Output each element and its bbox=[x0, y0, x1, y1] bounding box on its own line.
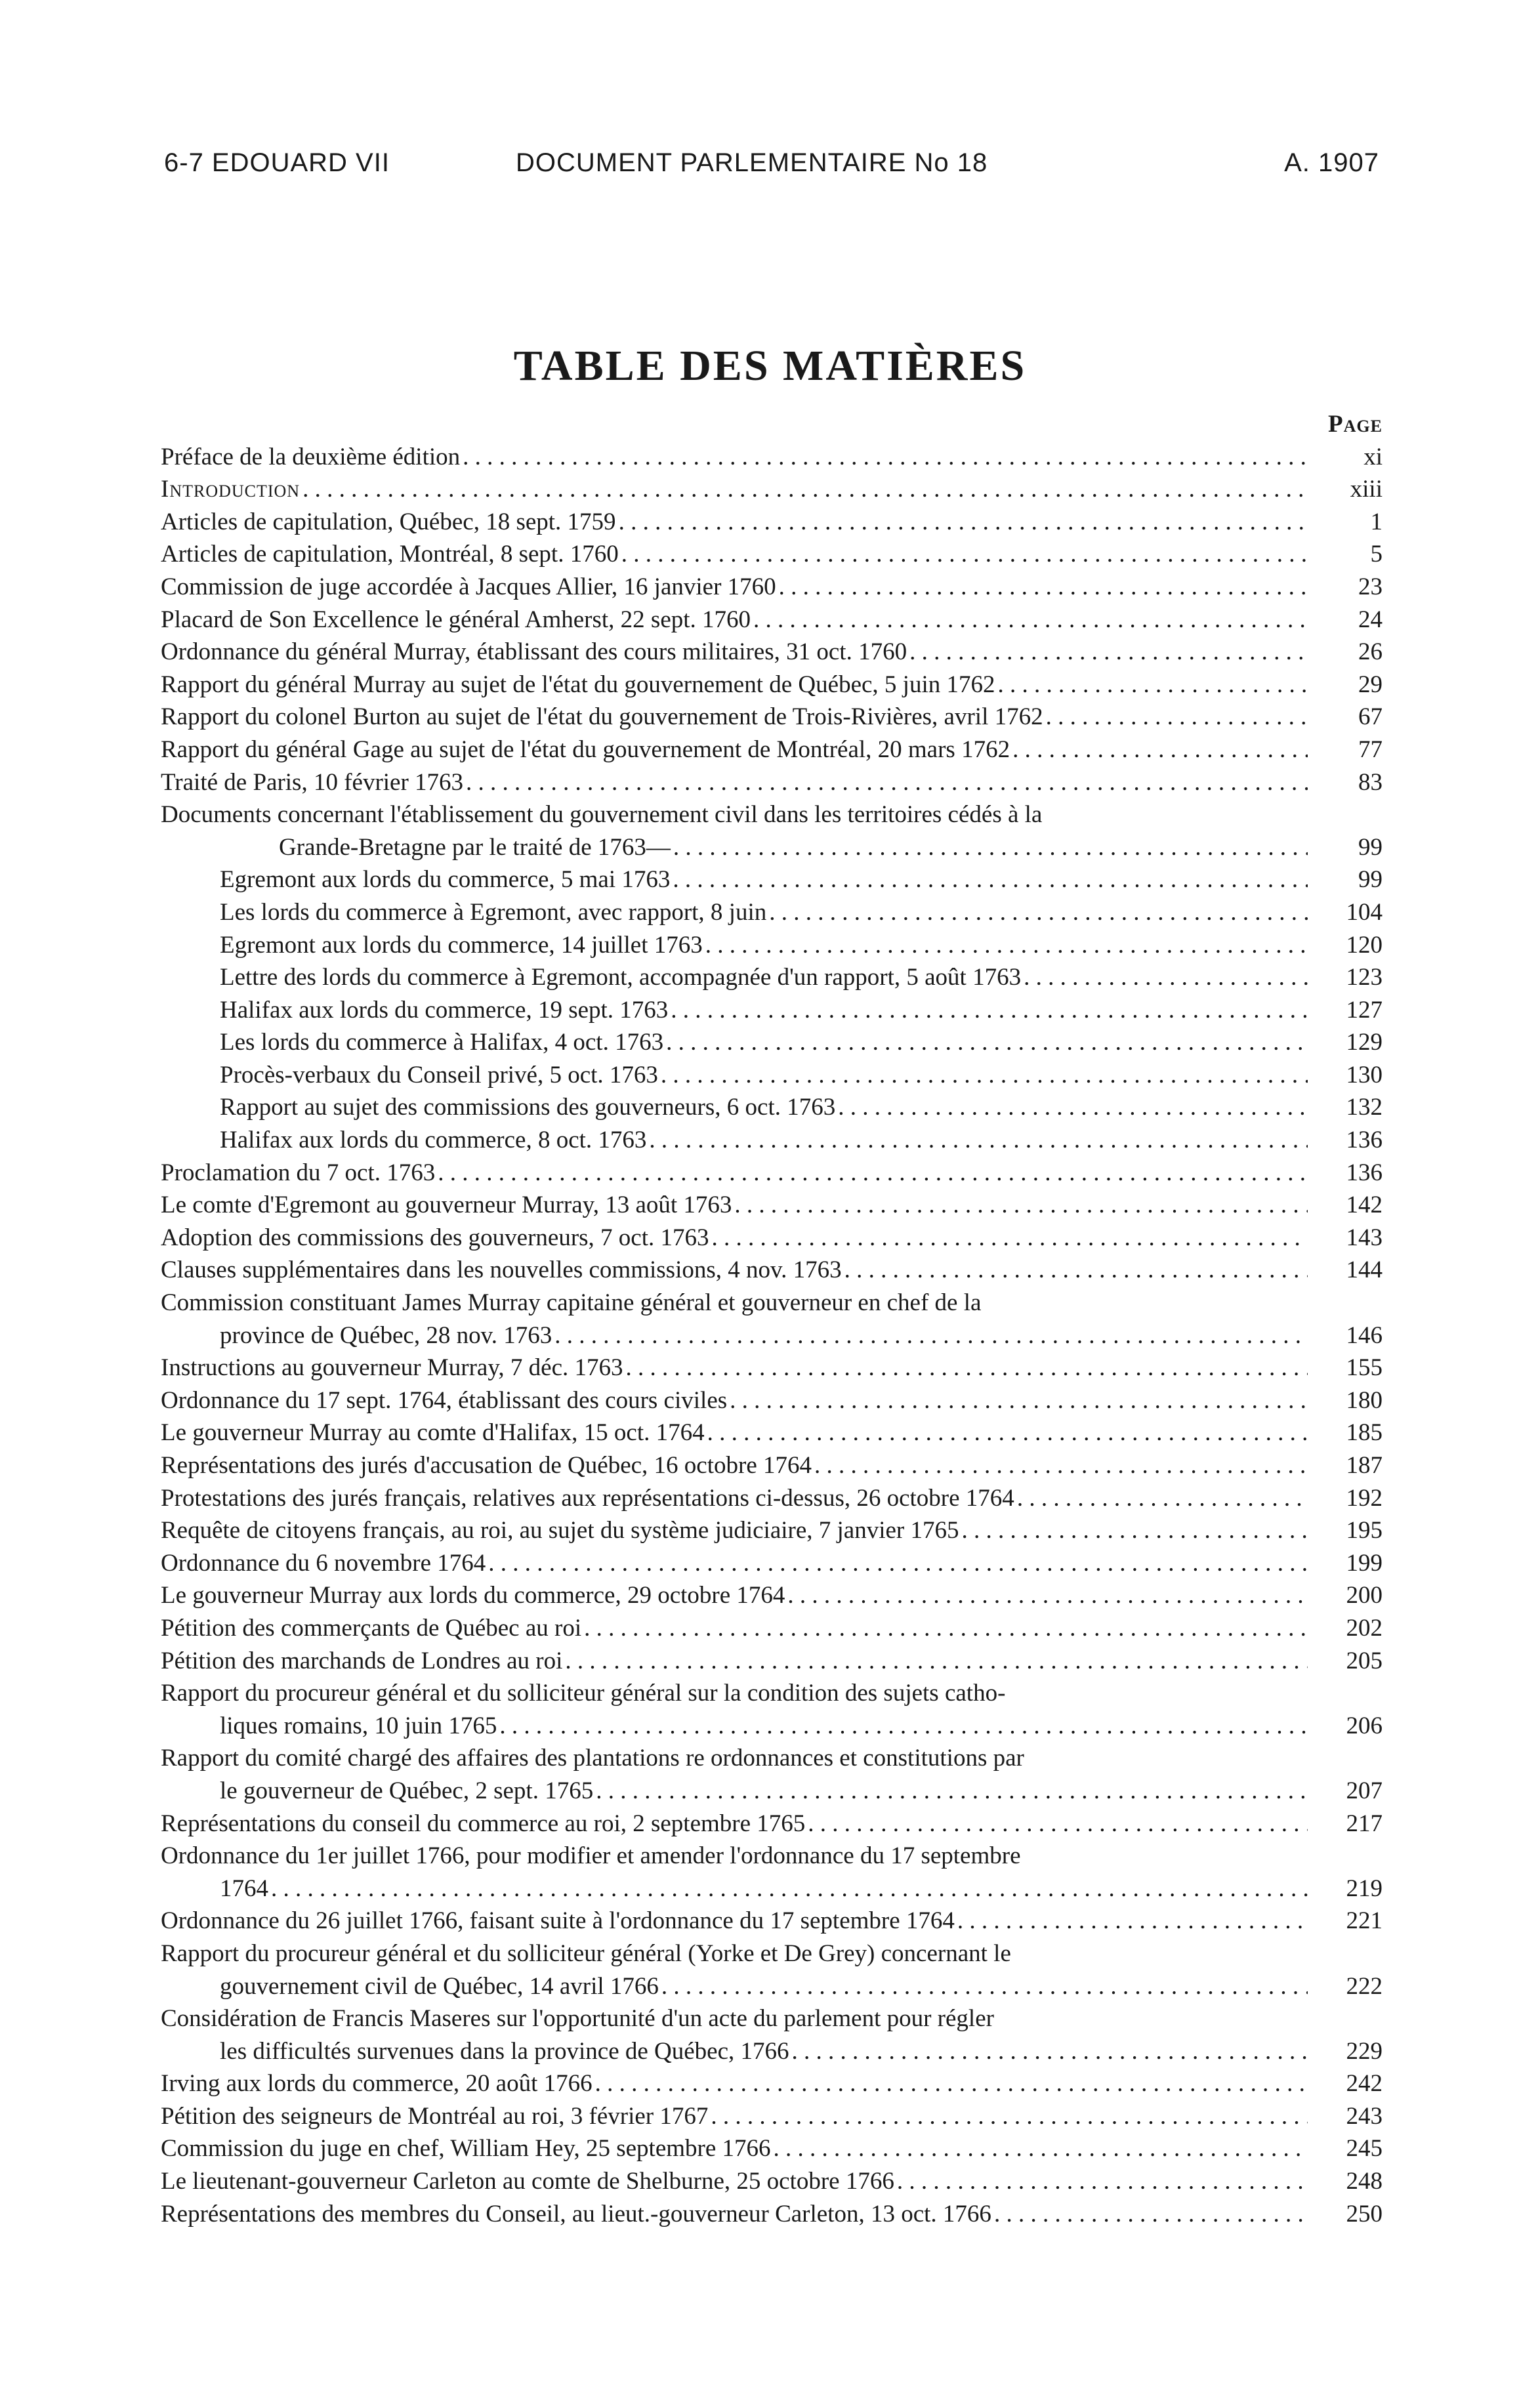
toc-entry-title: Le gouverneur Murray aux lords du commerce, 29 octobre 1764 bbox=[161, 1582, 785, 1609]
toc-entry-title: Placard de Son Excellence le général Amherst, 22 sept. 1760 bbox=[161, 606, 751, 633]
toc-entry-title: Rapport au sujet des commissions des gouverneurs, 6 oct. 1763 bbox=[220, 1094, 836, 1121]
dot-leader bbox=[909, 636, 1308, 669]
toc-entry bbox=[161, 1938, 1383, 2002]
dot-leader bbox=[666, 1026, 1308, 1059]
toc-entry bbox=[161, 473, 1383, 506]
toc-entry bbox=[161, 1579, 1383, 1612]
toc-entry-title: Proclamation du 7 oct. 1763 bbox=[161, 1159, 436, 1186]
toc-entry-page: 23 bbox=[1358, 573, 1383, 600]
toc-entry bbox=[161, 896, 1383, 929]
toc-entry-title: Pétition des commerçants de Québec au roi bbox=[161, 1614, 582, 1642]
dot-leader bbox=[787, 1579, 1308, 1612]
dot-leader bbox=[792, 2035, 1308, 2068]
toc-entry-title: Ordonnance du 1er juillet 1766, pour modifier et amender l'ordonnance du 17 septembre bbox=[161, 1842, 1021, 1870]
toc-entry-page: 202 bbox=[1346, 1614, 1383, 1642]
toc-entry-page: 248 bbox=[1346, 2168, 1383, 2195]
toc-entry-continuation: liques romains, 10 juin 1765 bbox=[220, 1712, 497, 1739]
toc-entry bbox=[161, 1645, 1383, 1678]
toc-entry-title: Considération de Francis Maseres sur l'opportunité d'un acte du parlement pour régler bbox=[161, 2005, 994, 2033]
toc-entry-title: Halifax aux lords du commerce, 8 oct. 1763 bbox=[220, 1127, 647, 1154]
toc-entry-title: Le comte d'Egremont au gouverneur Murray, 13 août 1763 bbox=[161, 1192, 732, 1219]
toc-entry-title: Représentations du conseil du commerce au roi, 2 septembre 1765 bbox=[161, 1810, 806, 1837]
toc-entry bbox=[161, 2165, 1383, 2198]
toc-entry bbox=[161, 441, 1383, 474]
dot-leader bbox=[595, 2067, 1308, 2100]
toc-entry-page: 127 bbox=[1346, 996, 1383, 1024]
toc-entry-title: Articles de capitulation, Québec, 18 sept. 1759 bbox=[161, 508, 616, 535]
toc-entry-page: 130 bbox=[1346, 1061, 1383, 1088]
toc-entry-page: xi bbox=[1363, 443, 1383, 470]
toc-entry-title: Le gouverneur Murray au comte d'Halifax, 15 oct. 1764 bbox=[161, 1419, 705, 1447]
dot-leader bbox=[302, 473, 1308, 506]
dot-leader bbox=[730, 1384, 1308, 1417]
toc-entry bbox=[161, 1808, 1383, 1840]
dot-leader bbox=[962, 1514, 1308, 1547]
header-document-number: DOCUMENT PARLEMENTAIRE No 18 bbox=[516, 148, 988, 177]
dot-leader bbox=[1012, 734, 1308, 766]
toc-entry-page: 143 bbox=[1346, 1224, 1383, 1251]
toc-entry bbox=[161, 669, 1383, 701]
toc-entry bbox=[161, 1124, 1383, 1157]
toc-entry-continuation: Grande-Bretagne par le traité de 1763— bbox=[279, 833, 671, 861]
toc-entry-page: 195 bbox=[1346, 1517, 1383, 1544]
toc-entry-title: Les lords du commerce à Halifax, 4 oct. 1763 bbox=[220, 1029, 664, 1056]
toc-entry-page: 136 bbox=[1346, 1159, 1383, 1186]
toc-entry bbox=[161, 701, 1383, 734]
toc-entry-page: 250 bbox=[1346, 2200, 1383, 2228]
toc-entry-page: 120 bbox=[1346, 931, 1383, 959]
toc-entry bbox=[161, 1482, 1383, 1515]
toc-entry-page: 185 bbox=[1346, 1419, 1383, 1447]
toc-entry-title: Instructions au gouverneur Murray, 7 déc. 1763 bbox=[161, 1354, 623, 1382]
dot-leader bbox=[565, 1645, 1308, 1678]
dot-leader bbox=[734, 1189, 1308, 1222]
toc-entry-title: Rapport du général Gage au sujet de l'état du gouvernement de Montréal, 20 mars 1762 bbox=[161, 736, 1010, 763]
toc-entry bbox=[161, 1091, 1383, 1124]
toc-entry-page: 222 bbox=[1346, 1972, 1383, 2000]
dot-leader bbox=[1024, 961, 1308, 994]
toc-entry-title: Ordonnance du 17 sept. 1764, établissant des cours civiles bbox=[161, 1386, 728, 1414]
toc-entry-title: Pétition des seigneurs de Montréal au roi, 3 février 1767 bbox=[161, 2102, 709, 2130]
toc-entry bbox=[161, 2198, 1383, 2231]
page-title: TABLE DES MATIÈRES bbox=[513, 342, 1027, 390]
toc-entry-title: Rapport du procureur général et du solliciteur général sur la condition des sujets catho- bbox=[161, 1680, 1006, 1707]
dot-leader bbox=[671, 994, 1308, 1027]
toc-entry bbox=[161, 734, 1383, 766]
dot-leader bbox=[844, 1254, 1308, 1287]
toc-entry bbox=[161, 1547, 1383, 1580]
toc-entry bbox=[161, 766, 1383, 799]
toc-entry-page: 144 bbox=[1346, 1256, 1383, 1284]
dot-leader bbox=[808, 1808, 1308, 1840]
toc-entry-page: 206 bbox=[1346, 1712, 1383, 1739]
toc-entry bbox=[161, 994, 1383, 1027]
toc-entry bbox=[161, 506, 1383, 539]
dot-leader bbox=[584, 1612, 1308, 1645]
toc-entry-continuation: les difficultés survenues dans la province de Québec, 1766 bbox=[220, 2037, 789, 2065]
toc-entry-page: 136 bbox=[1346, 1127, 1383, 1154]
toc-entry-title: Les lords du commerce à Egremont, avec rapport, 8 juin bbox=[220, 898, 767, 926]
dot-leader bbox=[957, 1905, 1308, 1938]
toc-entry-title: Introduction bbox=[161, 476, 301, 503]
toc-entry-title: Clauses supplémentaires dans les nouvelles commissions, 4 nov. 1763 bbox=[161, 1256, 842, 1284]
toc-entry bbox=[161, 1905, 1383, 1938]
dot-leader bbox=[769, 896, 1308, 929]
dot-leader bbox=[438, 1157, 1308, 1190]
dot-leader bbox=[649, 1124, 1308, 1157]
dot-leader bbox=[711, 2100, 1308, 2133]
toc-entry bbox=[161, 2100, 1383, 2133]
toc-entry-title: Egremont aux lords du commerce, 14 juillet 1763 bbox=[220, 931, 703, 959]
toc-entry-title: Halifax aux lords du commerce, 19 sept. 1763 bbox=[220, 996, 669, 1024]
toc-entry-page: 77 bbox=[1358, 736, 1383, 763]
toc-entry bbox=[161, 1189, 1383, 1222]
dot-leader bbox=[621, 538, 1308, 571]
toc-entry bbox=[161, 2067, 1383, 2100]
table-of-contents bbox=[161, 408, 1383, 2230]
toc-entries bbox=[161, 441, 1383, 2231]
toc-entry-title: Commission du juge en chef, William Hey, 25 septembre 1766 bbox=[161, 2135, 771, 2163]
toc-entry-continuation: le gouverneur de Québec, 2 sept. 1765 bbox=[220, 1777, 594, 1804]
toc-entry bbox=[161, 1742, 1383, 1807]
dot-leader bbox=[1017, 1482, 1308, 1515]
toc-entry-page: 207 bbox=[1346, 1777, 1383, 1804]
toc-entry-title: Rapport du comité chargé des affaires des plantations re ordonnances et constitutions par bbox=[161, 1745, 1024, 1772]
toc-entry-title: Préface de la deuxième édition bbox=[161, 443, 461, 470]
toc-entry bbox=[161, 1449, 1383, 1482]
dot-leader bbox=[271, 1873, 1308, 1905]
dot-leader bbox=[619, 506, 1308, 539]
toc-entry-page: 24 bbox=[1358, 606, 1383, 633]
toc-entry bbox=[161, 1287, 1383, 1352]
dot-leader bbox=[673, 831, 1308, 864]
toc-entry-page: 104 bbox=[1346, 898, 1383, 926]
toc-entry-page: 129 bbox=[1346, 1029, 1383, 1056]
toc-entry-title: Lettre des lords du commerce à Egremont, accompagnée d'un rapport, 5 août 1763 bbox=[220, 964, 1022, 991]
toc-entry-title: Rapport du procureur général et du solliciteur général (Yorke et De Grey) concernant le bbox=[161, 1939, 1011, 1967]
dot-leader bbox=[554, 1319, 1308, 1352]
toc-entry-page: 243 bbox=[1346, 2102, 1383, 2130]
toc-entry-page: 123 bbox=[1346, 964, 1383, 991]
toc-entry-title: Pétition des marchands de Londres au roi bbox=[161, 1647, 563, 1674]
dot-leader bbox=[712, 1222, 1308, 1254]
dot-leader bbox=[779, 571, 1308, 604]
toc-entry-title: Irving aux lords du commerce, 20 août 1766 bbox=[161, 2070, 593, 2098]
toc-entry-page: 229 bbox=[1346, 2037, 1383, 2065]
toc-entry-page: 132 bbox=[1346, 1094, 1383, 1121]
dot-leader bbox=[838, 1091, 1308, 1124]
toc-entry-page: 192 bbox=[1346, 1484, 1383, 1512]
toc-entry-page: 83 bbox=[1358, 768, 1383, 796]
dot-leader bbox=[596, 1775, 1308, 1808]
dot-leader bbox=[499, 1710, 1308, 1743]
toc-entry-title: Le lieutenant-gouverneur Carleton au comte de Shelburne, 25 octobre 1766 bbox=[161, 2168, 894, 2195]
toc-entry bbox=[161, 571, 1383, 604]
toc-entry-page: 200 bbox=[1346, 1582, 1383, 1609]
dot-leader bbox=[774, 2132, 1308, 2165]
toc-entry bbox=[161, 636, 1383, 669]
dot-leader bbox=[997, 669, 1308, 701]
dot-leader bbox=[661, 1970, 1308, 2003]
toc-entry bbox=[161, 798, 1383, 863]
dot-leader bbox=[753, 604, 1308, 636]
toc-entry bbox=[161, 1254, 1383, 1287]
toc-entry-title: Ordonnance du 6 novembre 1764 bbox=[161, 1549, 486, 1577]
toc-entry-title: Commission de juge accordée à Jacques Allier, 16 janvier 1760 bbox=[161, 573, 776, 600]
toc-entry bbox=[161, 1840, 1383, 1905]
toc-entry-page: 26 bbox=[1358, 638, 1383, 666]
page-column-header: Page bbox=[1328, 411, 1383, 438]
toc-entry-page: 67 bbox=[1358, 703, 1383, 731]
toc-entry bbox=[161, 1417, 1383, 1449]
toc-entry-title: Rapport du général Murray au sujet de l'état du gouvernement de Québec, 5 juin 1762 bbox=[161, 671, 995, 698]
toc-entry bbox=[161, 1222, 1383, 1254]
toc-entry-page: 221 bbox=[1346, 1907, 1383, 1935]
toc-entry-page: 29 bbox=[1358, 671, 1383, 698]
dot-leader bbox=[994, 2198, 1308, 2231]
toc-entry-page: 142 bbox=[1346, 1192, 1383, 1219]
toc-entry-page: 205 bbox=[1346, 1647, 1383, 1674]
toc-entry-page: 187 bbox=[1346, 1452, 1383, 1479]
toc-entry-title: Représentations des membres du Conseil, au lieut.-gouverneur Carleton, 13 oct. 1766 bbox=[161, 2200, 991, 2228]
dot-leader bbox=[466, 766, 1308, 799]
toc-entry bbox=[161, 1384, 1383, 1417]
toc-entry-page: 146 bbox=[1346, 1321, 1383, 1349]
dot-leader bbox=[488, 1547, 1308, 1580]
toc-entry bbox=[161, 863, 1383, 896]
toc-entry bbox=[161, 1677, 1383, 1742]
toc-entry bbox=[161, 961, 1383, 994]
toc-entry-page: 180 bbox=[1346, 1386, 1383, 1414]
toc-entry-page: 155 bbox=[1346, 1354, 1383, 1382]
toc-entry-title: Ordonnance du 26 juillet 1766, faisant suite à l'ordonnance du 17 septembre 1764 bbox=[161, 1907, 955, 1935]
toc-entry-page: 242 bbox=[1346, 2070, 1383, 2098]
toc-entry-title: Commission constituant James Murray capitaine général et gouverneur en chef de la bbox=[161, 1289, 982, 1317]
toc-entry-title: Traité de Paris, 10 février 1763 bbox=[161, 768, 464, 796]
toc-entry-title: Ordonnance du général Murray, établissant des cours militaires, 31 oct. 1760 bbox=[161, 638, 907, 666]
dot-leader bbox=[897, 2165, 1308, 2198]
dot-leader bbox=[626, 1352, 1308, 1384]
toc-entry bbox=[161, 2132, 1383, 2165]
toc-entry bbox=[161, 604, 1383, 636]
toc-entry bbox=[161, 929, 1383, 962]
toc-entry-title: Protestations des jurés français, relatives aux représentations ci-dessus, 26 octobre 1764 bbox=[161, 1484, 1014, 1512]
toc-entry bbox=[161, 538, 1383, 571]
toc-entry bbox=[161, 1026, 1383, 1059]
toc-entry-title: Articles de capitulation, Montréal, 8 sept. 1760 bbox=[161, 541, 619, 568]
toc-entry-continuation: gouvernement civil de Québec, 14 avril 1766 bbox=[220, 1972, 659, 2000]
toc-entry-title: Procès-verbaux du Conseil privé, 5 oct. 1763 bbox=[220, 1061, 658, 1088]
header-year: A. 1907 bbox=[1284, 148, 1379, 177]
toc-entry-page: 99 bbox=[1358, 866, 1383, 894]
toc-entry bbox=[161, 1352, 1383, 1384]
toc-entry-continuation: province de Québec, 28 nov. 1763 bbox=[220, 1321, 552, 1349]
header-session: 6-7 EDOUARD VII bbox=[164, 148, 390, 177]
toc-entry-title: Requête de citoyens français, au roi, au sujet du système judiciaire, 7 janvier 1765 bbox=[161, 1517, 959, 1544]
dot-leader bbox=[661, 1059, 1308, 1092]
toc-entry-title: Adoption des commissions des gouverneurs, 7 oct. 1763 bbox=[161, 1224, 709, 1251]
toc-entry bbox=[161, 1059, 1383, 1092]
toc-entry-page: 219 bbox=[1346, 1875, 1383, 1902]
toc-entry-title: Rapport du colonel Burton au sujet de l'état du gouvernement de Trois-Rivières, avril 1762 bbox=[161, 703, 1043, 731]
toc-entry bbox=[161, 2002, 1383, 2067]
toc-entry bbox=[161, 1514, 1383, 1547]
toc-entry-page: xiii bbox=[1350, 476, 1383, 503]
toc-entry-page: 1 bbox=[1370, 508, 1383, 535]
toc-entry-page: 217 bbox=[1346, 1810, 1383, 1837]
dot-leader bbox=[463, 441, 1308, 474]
dot-leader bbox=[705, 929, 1308, 962]
toc-entry-page: 245 bbox=[1346, 2135, 1383, 2163]
dot-leader bbox=[1046, 701, 1308, 734]
toc-entry-page: 5 bbox=[1370, 541, 1383, 568]
dot-leader bbox=[673, 863, 1308, 896]
toc-entry-continuation: 1764 bbox=[220, 1875, 268, 1902]
toc-entry-title: Egremont aux lords du commerce, 5 mai 1763 bbox=[220, 866, 671, 894]
toc-entry bbox=[161, 1612, 1383, 1645]
dot-leader bbox=[814, 1449, 1308, 1482]
toc-entry-title: Représentations des jurés d'accusation de Québec, 16 octobre 1764 bbox=[161, 1452, 812, 1479]
toc-entry bbox=[161, 1157, 1383, 1190]
toc-entry-page: 199 bbox=[1346, 1549, 1383, 1577]
running-header bbox=[164, 148, 1379, 188]
toc-entry-title: Documents concernant l'établissement du gouvernement civil dans les territoires cédés à la bbox=[161, 801, 1043, 829]
dot-leader bbox=[707, 1417, 1308, 1449]
toc-entry-page: 99 bbox=[1358, 833, 1383, 861]
